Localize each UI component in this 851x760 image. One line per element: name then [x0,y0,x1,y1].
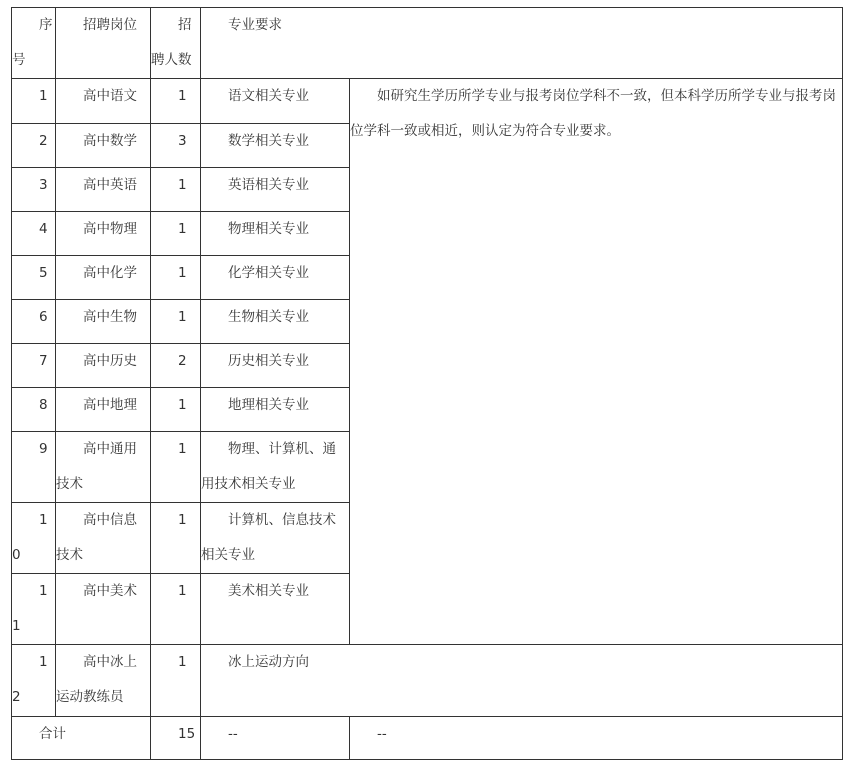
header-count: 招聘人数 [151,8,201,79]
row-requirement: 计算机、信息技术相关专业 [201,503,350,574]
recruitment-table [11,7,843,760]
row-seq: 5 [12,256,56,300]
row-position: 高中冰上运动教练员 [56,645,151,717]
row-requirement: 冰上运动方向 [201,645,843,717]
total-label: 合计 [12,717,151,760]
row-seq: 3 [12,168,56,212]
row-count: 2 [151,344,201,388]
row-count: 1 [151,503,201,574]
row-position: 高中地理 [56,388,151,432]
row-seq: 10 [12,503,56,574]
header-row [12,8,843,79]
row-requirement: 英语相关专业 [201,168,350,212]
table-row [12,645,843,717]
row-position: 高中美术 [56,574,151,645]
total-note: -- [350,717,843,760]
row-count: 1 [151,79,201,124]
row-position: 高中历史 [56,344,151,388]
requirement-note: 如研究生学历所学专业与报考岗位学科不一致，但本科学历所学专业与报考岗位学科一致或相近，则认定为符合专业要求。 [350,79,843,645]
row-seq: 8 [12,388,56,432]
row-count: 1 [151,300,201,344]
row-count: 1 [151,645,201,717]
row-count: 1 [151,212,201,256]
row-position: 高中通用技术 [56,432,151,503]
row-requirement: 化学相关专业 [201,256,350,300]
row-seq: 7 [12,344,56,388]
header-requirement: 专业要求 [201,8,843,79]
row-seq: 11 [12,574,56,645]
row-seq: 1 [12,79,56,124]
header-position: 招聘岗位 [56,8,151,79]
row-count: 1 [151,432,201,503]
row-position: 高中化学 [56,256,151,300]
row-requirement: 生物相关专业 [201,300,350,344]
row-requirement: 美术相关专业 [201,574,350,645]
table-row [12,79,843,124]
header-seq: 序号 [12,8,56,79]
row-seq: 12 [12,645,56,717]
row-count: 3 [151,124,201,168]
row-position: 高中英语 [56,168,151,212]
row-requirement: 物理、计算机、通用技术相关专业 [201,432,350,503]
row-seq: 2 [12,124,56,168]
row-position: 高中物理 [56,212,151,256]
total-requirement: -- [201,717,350,760]
row-count: 1 [151,168,201,212]
row-position: 高中语文 [56,79,151,124]
row-requirement: 物理相关专业 [201,212,350,256]
row-count: 1 [151,574,201,645]
row-position: 高中生物 [56,300,151,344]
row-requirement: 语文相关专业 [201,79,350,124]
row-seq: 6 [12,300,56,344]
row-seq: 9 [12,432,56,503]
row-requirement: 数学相关专业 [201,124,350,168]
row-count: 1 [151,256,201,300]
row-seq: 4 [12,212,56,256]
total-row [12,717,843,760]
row-position: 高中信息技术 [56,503,151,574]
total-count: 15 [151,717,201,760]
row-count: 1 [151,388,201,432]
row-position: 高中数学 [56,124,151,168]
row-requirement: 地理相关专业 [201,388,350,432]
row-requirement: 历史相关专业 [201,344,350,388]
